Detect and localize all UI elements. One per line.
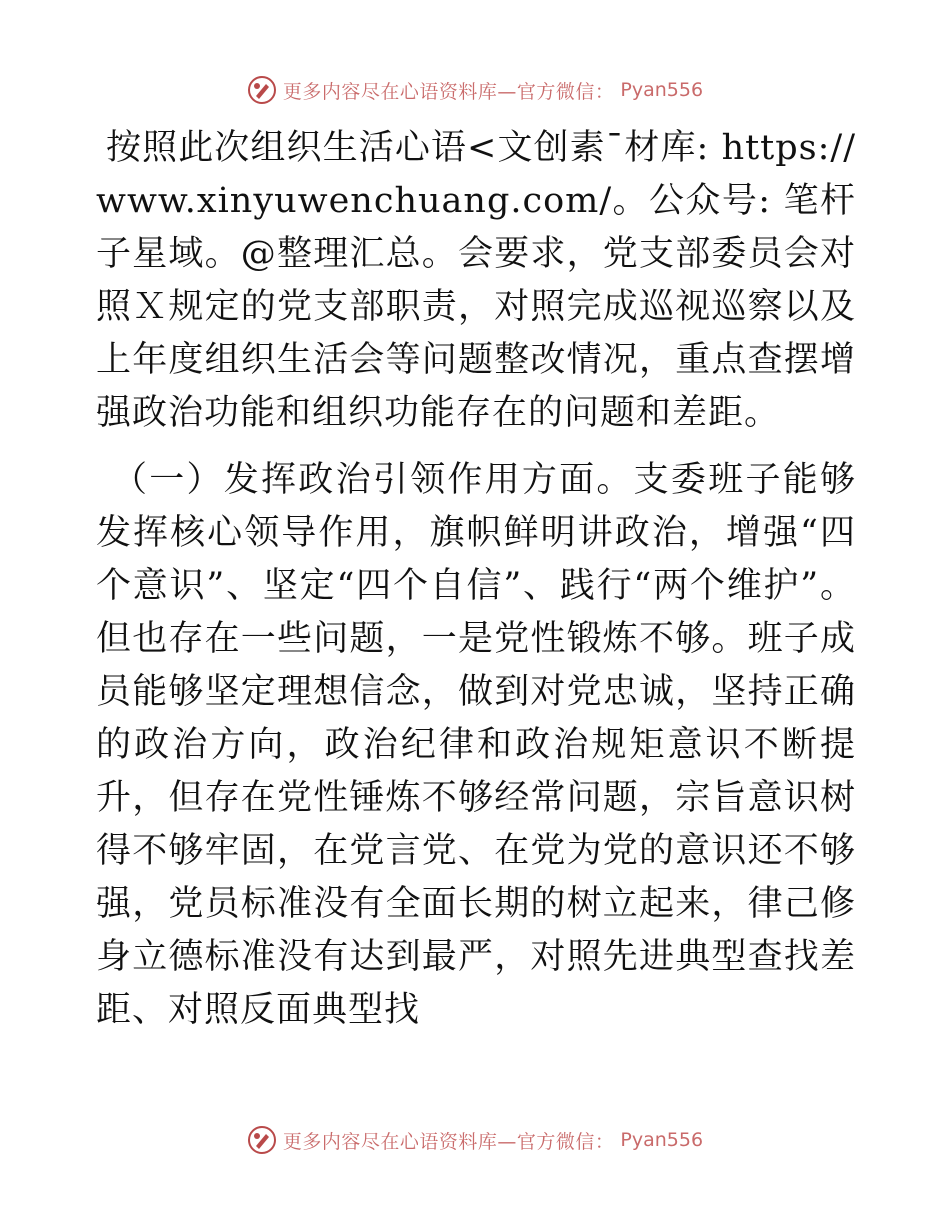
footer-watermark <box>0 1120 950 1160</box>
pen-nib-icon <box>247 75 277 105</box>
document-body <box>96 122 856 1037</box>
watermark-text: 更多内容尽在心语资料库—官方微信： <box>282 80 615 103</box>
watermark-contact: Pyan556 <box>620 79 704 101</box>
header-watermark <box>0 70 950 110</box>
paragraph-political-leadership: （一）发挥政治引领作用方面。支委班子能够发挥核心领导作用，旗帜鲜明讲政治，增强“四个意识”、坚定“四个自信”、践行“两个维护”。但也存在一些问题，一是党性锻炼不够。班子成员能够坚定理想信念，做到对党忠诚，坚持正确的政治方向，政治纪律和政治规矩意识不断提升，但存在党性锤炼不够经常问题，宗旨意识树得不够牢固，在党言党、在党为党的意识还不够强，党员标准没有全面长期的树立起来，律己修身立德标准没有达到最严，对照先进典型查找差距、对照反面典型找 <box>96 460 856 1030</box>
pen-nib-icon <box>247 1125 277 1155</box>
watermark-contact: Pyan556 <box>620 1129 704 1151</box>
paragraph-intro: 按照此次组织生活心语<文创素¯材库: https://www.xinyuwenchuang.com/。公众号: 笔杆子星域。@整理汇总。会要求，党支部委员会对照Ｘ规定的党支部职责，对照完成巡视巡察以及上年度组织生活会等问题整改情况，重点查摆增强政治功能和组织功能存在的问题和差距。 <box>96 128 856 433</box>
watermark-text: 更多内容尽在心语资料库—官方微信： <box>282 1130 615 1153</box>
